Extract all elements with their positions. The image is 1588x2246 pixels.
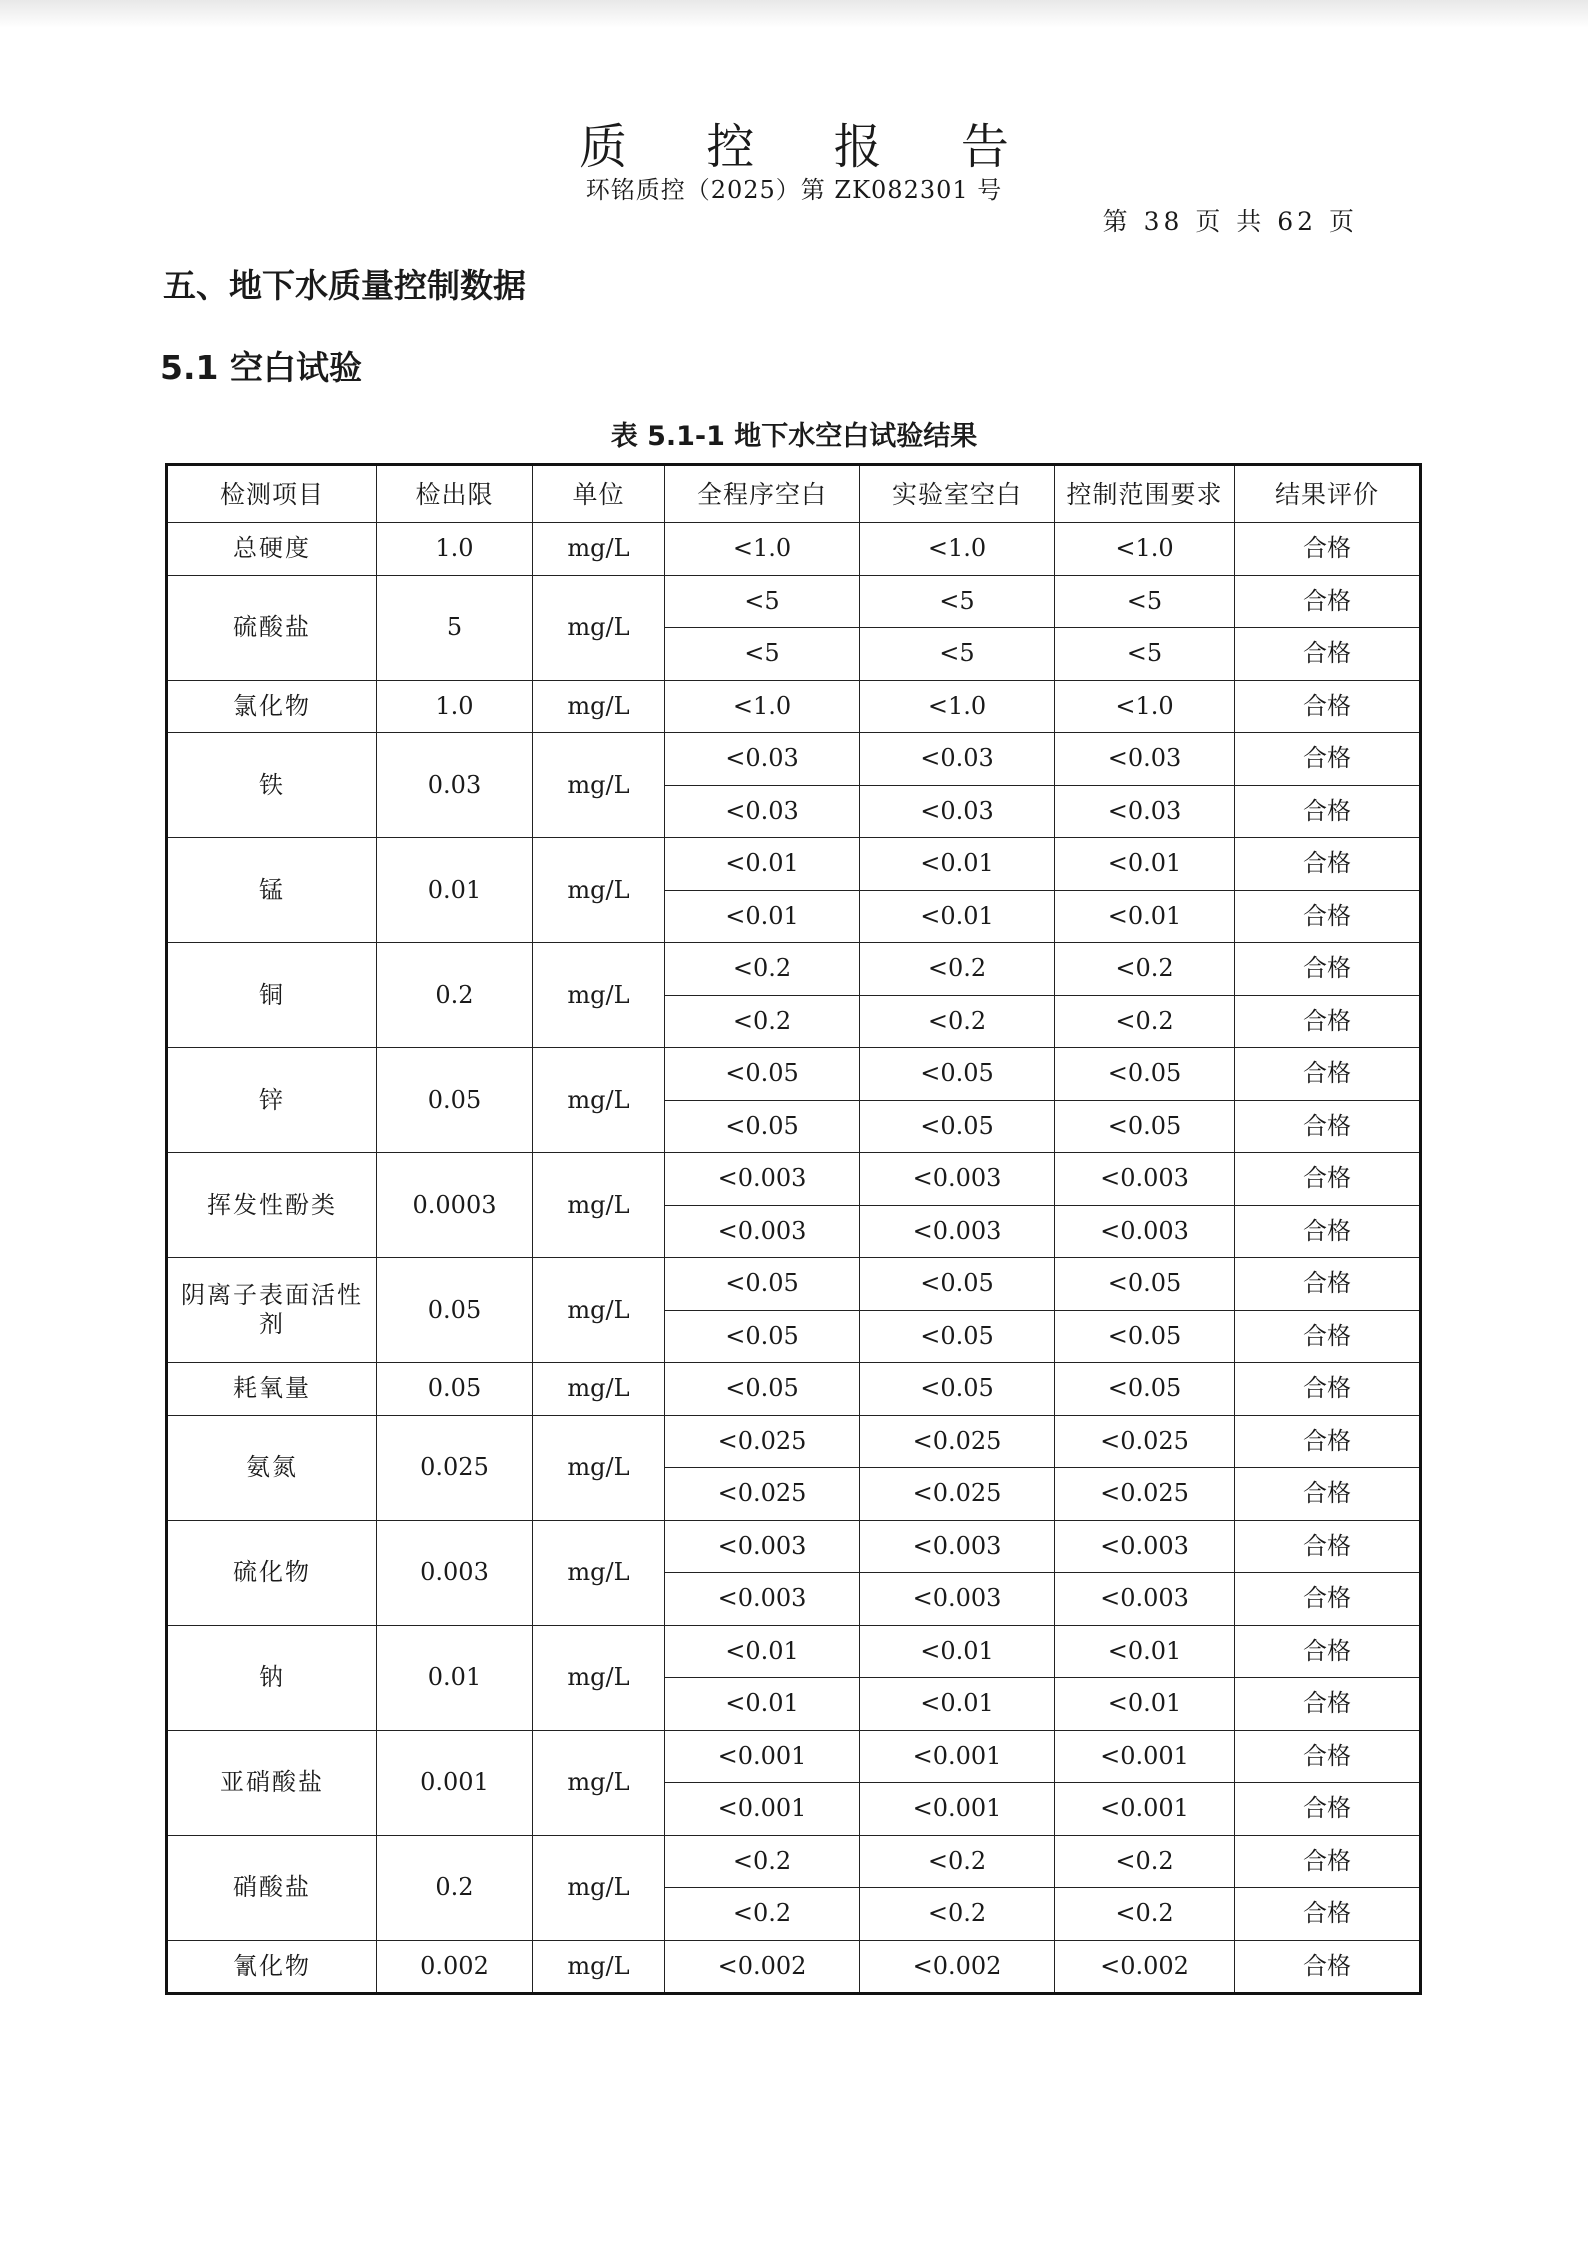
full-procedure-blank-cell: <0.05 bbox=[665, 1100, 860, 1153]
control-range-cell: <0.2 bbox=[1055, 1835, 1235, 1888]
evaluation-cell: 合格 bbox=[1235, 1468, 1421, 1521]
item-name-cell: 锰 bbox=[167, 838, 377, 943]
full-procedure-blank-cell: <1.0 bbox=[665, 680, 860, 733]
detection-limit-cell: 0.05 bbox=[377, 1258, 533, 1363]
item-name-cell: 硫酸盐 bbox=[167, 575, 377, 680]
unit-cell: mg/L bbox=[533, 575, 665, 680]
detection-limit-cell: 0.03 bbox=[377, 733, 533, 838]
control-range-cell: <0.002 bbox=[1055, 1940, 1235, 1994]
table-row bbox=[167, 1730, 1421, 1783]
full-procedure-blank-cell: <0.05 bbox=[665, 1310, 860, 1363]
full-procedure-blank-cell: <0.01 bbox=[665, 1678, 860, 1731]
evaluation-cell: 合格 bbox=[1235, 1048, 1421, 1101]
unit-cell: mg/L bbox=[533, 523, 665, 576]
evaluation-cell: 合格 bbox=[1235, 1783, 1421, 1836]
lab-blank-cell: <0.05 bbox=[860, 1100, 1055, 1153]
item-name-cell: 氯化物 bbox=[167, 680, 377, 733]
evaluation-cell: 合格 bbox=[1235, 1205, 1421, 1258]
lab-blank-cell: <0.01 bbox=[860, 1625, 1055, 1678]
evaluation-cell: 合格 bbox=[1235, 1520, 1421, 1573]
lab-blank-cell: <0.003 bbox=[860, 1573, 1055, 1626]
item-name-cell: 铁 bbox=[167, 733, 377, 838]
lab-blank-cell: <0.025 bbox=[860, 1415, 1055, 1468]
evaluation-cell: 合格 bbox=[1235, 733, 1421, 786]
control-range-cell: <0.05 bbox=[1055, 1048, 1235, 1101]
control-range-cell: <0.003 bbox=[1055, 1520, 1235, 1573]
evaluation-cell: 合格 bbox=[1235, 1153, 1421, 1206]
control-range-cell: <0.03 bbox=[1055, 733, 1235, 786]
control-range-cell: <0.025 bbox=[1055, 1415, 1235, 1468]
evaluation-cell: 合格 bbox=[1235, 785, 1421, 838]
evaluation-cell: 合格 bbox=[1235, 1888, 1421, 1941]
control-range-cell: <0.003 bbox=[1055, 1573, 1235, 1626]
item-name-cell: 总硬度 bbox=[167, 523, 377, 576]
lab-blank-cell: <1.0 bbox=[860, 680, 1055, 733]
item-name-cell: 铜 bbox=[167, 943, 377, 1048]
detection-limit-cell: 0.001 bbox=[377, 1730, 533, 1835]
table-row bbox=[167, 523, 1421, 576]
full-procedure-blank-cell: <0.03 bbox=[665, 733, 860, 786]
control-range-cell: <0.003 bbox=[1055, 1205, 1235, 1258]
lab-blank-cell: <0.05 bbox=[860, 1363, 1055, 1416]
control-range-cell: <0.05 bbox=[1055, 1100, 1235, 1153]
full-procedure-blank-cell: <0.2 bbox=[665, 1835, 860, 1888]
control-range-cell: <0.2 bbox=[1055, 943, 1235, 996]
full-procedure-blank-cell: <5 bbox=[665, 575, 860, 628]
detection-limit-cell: 0.025 bbox=[377, 1415, 533, 1520]
detection-limit-cell: 0.003 bbox=[377, 1520, 533, 1625]
item-name-cell: 氨氮 bbox=[167, 1415, 377, 1520]
lab-blank-cell: <0.05 bbox=[860, 1258, 1055, 1311]
evaluation-cell: 合格 bbox=[1235, 628, 1421, 681]
unit-cell: mg/L bbox=[533, 1363, 665, 1416]
evaluation-cell: 合格 bbox=[1235, 890, 1421, 943]
lab-blank-cell: <0.05 bbox=[860, 1048, 1055, 1101]
detection-limit-cell: 1.0 bbox=[377, 680, 533, 733]
detection-limit-cell: 0.2 bbox=[377, 1835, 533, 1940]
unit-cell: mg/L bbox=[533, 1153, 665, 1258]
control-range-cell: <0.01 bbox=[1055, 1678, 1235, 1731]
table-body bbox=[167, 523, 1421, 1994]
table-row bbox=[167, 1153, 1421, 1206]
full-procedure-blank-cell: <0.025 bbox=[665, 1415, 860, 1468]
control-range-cell: <5 bbox=[1055, 575, 1235, 628]
detection-limit-cell: 0.05 bbox=[377, 1363, 533, 1416]
unit-cell: mg/L bbox=[533, 1048, 665, 1153]
control-range-cell: <1.0 bbox=[1055, 523, 1235, 576]
lab-blank-cell: <0.001 bbox=[860, 1783, 1055, 1836]
report-title: 质 控 报 告 bbox=[579, 119, 1041, 175]
evaluation-cell: 合格 bbox=[1235, 1100, 1421, 1153]
scan-edge bbox=[0, 0, 1588, 28]
control-range-cell: <5 bbox=[1055, 628, 1235, 681]
unit-cell: mg/L bbox=[533, 1415, 665, 1520]
table-row bbox=[167, 575, 1421, 628]
unit-cell: mg/L bbox=[533, 733, 665, 838]
unit-cell: mg/L bbox=[533, 1940, 665, 1994]
lab-blank-cell: <0.003 bbox=[860, 1205, 1055, 1258]
control-range-cell: <0.001 bbox=[1055, 1783, 1235, 1836]
full-procedure-blank-cell: <0.001 bbox=[665, 1783, 860, 1836]
table-caption: 表 5.1-1 地下水空白试验结果 bbox=[610, 421, 978, 452]
table-header-row bbox=[167, 465, 1421, 523]
column-header-evaluation: 结果评价 bbox=[1235, 465, 1421, 523]
lab-blank-cell: <0.002 bbox=[860, 1940, 1055, 1994]
item-name-cell: 钠 bbox=[167, 1625, 377, 1730]
full-procedure-blank-cell: <0.025 bbox=[665, 1468, 860, 1521]
control-range-cell: <0.05 bbox=[1055, 1310, 1235, 1363]
detection-limit-cell: 5 bbox=[377, 575, 533, 680]
control-range-cell: <0.003 bbox=[1055, 1153, 1235, 1206]
full-procedure-blank-cell: <0.003 bbox=[665, 1573, 860, 1626]
item-name-cell: 硝酸盐 bbox=[167, 1835, 377, 1940]
control-range-cell: <0.2 bbox=[1055, 995, 1235, 1048]
evaluation-cell: 合格 bbox=[1235, 1625, 1421, 1678]
column-header-full-procedure-blank: 全程序空白 bbox=[665, 465, 860, 523]
lab-blank-cell: <0.2 bbox=[860, 995, 1055, 1048]
control-range-cell: <0.2 bbox=[1055, 1888, 1235, 1941]
report-code: 环铭质控（2025）第 ZK082301 号 bbox=[585, 176, 1003, 204]
full-procedure-blank-cell: <5 bbox=[665, 628, 860, 681]
item-name-cell: 氰化物 bbox=[167, 1940, 377, 1994]
table-row bbox=[167, 733, 1421, 786]
lab-blank-cell: <0.025 bbox=[860, 1468, 1055, 1521]
lab-blank-cell: <0.05 bbox=[860, 1310, 1055, 1363]
unit-cell: mg/L bbox=[533, 1625, 665, 1730]
unit-cell: mg/L bbox=[533, 943, 665, 1048]
detection-limit-cell: 0.002 bbox=[377, 1940, 533, 1994]
full-procedure-blank-cell: <0.05 bbox=[665, 1363, 860, 1416]
full-procedure-blank-cell: <0.05 bbox=[665, 1048, 860, 1101]
item-name-cell: 亚硝酸盐 bbox=[167, 1730, 377, 1835]
lab-blank-cell: <0.01 bbox=[860, 838, 1055, 891]
evaluation-cell: 合格 bbox=[1235, 1310, 1421, 1363]
lab-blank-cell: <0.003 bbox=[860, 1520, 1055, 1573]
evaluation-cell: 合格 bbox=[1235, 680, 1421, 733]
lab-blank-cell: <0.2 bbox=[860, 943, 1055, 996]
table-row bbox=[167, 680, 1421, 733]
full-procedure-blank-cell: <1.0 bbox=[665, 523, 860, 576]
lab-blank-cell: <1.0 bbox=[860, 523, 1055, 576]
detection-limit-cell: 0.0003 bbox=[377, 1153, 533, 1258]
evaluation-cell: 合格 bbox=[1235, 1258, 1421, 1311]
evaluation-cell: 合格 bbox=[1235, 1940, 1421, 1994]
full-procedure-blank-cell: <0.003 bbox=[665, 1153, 860, 1206]
page-info: 第 38 页 共 62 页 bbox=[1102, 207, 1358, 236]
control-range-cell: <0.01 bbox=[1055, 890, 1235, 943]
lab-blank-cell: <0.03 bbox=[860, 785, 1055, 838]
lab-blank-cell: <5 bbox=[860, 575, 1055, 628]
full-procedure-blank-cell: <0.003 bbox=[665, 1520, 860, 1573]
lab-blank-cell: <0.2 bbox=[860, 1835, 1055, 1888]
table-row bbox=[167, 1363, 1421, 1416]
control-range-cell: <0.03 bbox=[1055, 785, 1235, 838]
table-row bbox=[167, 943, 1421, 996]
control-range-cell: <1.0 bbox=[1055, 680, 1235, 733]
evaluation-cell: 合格 bbox=[1235, 1573, 1421, 1626]
unit-cell: mg/L bbox=[533, 1258, 665, 1363]
control-range-cell: <0.001 bbox=[1055, 1730, 1235, 1783]
control-range-cell: <0.01 bbox=[1055, 838, 1235, 891]
full-procedure-blank-cell: <0.01 bbox=[665, 838, 860, 891]
evaluation-cell: 合格 bbox=[1235, 943, 1421, 996]
control-range-cell: <0.05 bbox=[1055, 1363, 1235, 1416]
column-header-limit: 检出限 bbox=[377, 465, 533, 523]
table-row bbox=[167, 1415, 1421, 1468]
evaluation-cell: 合格 bbox=[1235, 838, 1421, 891]
column-header-lab-blank: 实验室空白 bbox=[860, 465, 1055, 523]
item-name-cell: 锌 bbox=[167, 1048, 377, 1153]
unit-cell: mg/L bbox=[533, 1520, 665, 1625]
table-row bbox=[167, 1048, 1421, 1101]
evaluation-cell: 合格 bbox=[1235, 1415, 1421, 1468]
lab-blank-cell: <0.001 bbox=[860, 1730, 1055, 1783]
blank-test-results-table bbox=[165, 463, 1422, 1995]
control-range-cell: <0.01 bbox=[1055, 1625, 1235, 1678]
item-name-cell: 挥发性酚类 bbox=[167, 1153, 377, 1258]
full-procedure-blank-cell: <0.002 bbox=[665, 1940, 860, 1994]
item-name-cell: 硫化物 bbox=[167, 1520, 377, 1625]
item-name-cell: 阴离子表面活性剂 bbox=[167, 1258, 377, 1363]
detection-limit-cell: 1.0 bbox=[377, 523, 533, 576]
column-header-unit: 单位 bbox=[533, 465, 665, 523]
unit-cell: mg/L bbox=[533, 680, 665, 733]
full-procedure-blank-cell: <0.03 bbox=[665, 785, 860, 838]
detection-limit-cell: 0.01 bbox=[377, 838, 533, 943]
evaluation-cell: 合格 bbox=[1235, 1678, 1421, 1731]
unit-cell: mg/L bbox=[533, 1835, 665, 1940]
table-row bbox=[167, 1940, 1421, 1994]
evaluation-cell: 合格 bbox=[1235, 523, 1421, 576]
lab-blank-cell: <0.01 bbox=[860, 1678, 1055, 1731]
lab-blank-cell: <5 bbox=[860, 628, 1055, 681]
column-header-control-range: 控制范围要求 bbox=[1055, 465, 1235, 523]
evaluation-cell: 合格 bbox=[1235, 1363, 1421, 1416]
table-row bbox=[167, 838, 1421, 891]
full-procedure-blank-cell: <0.01 bbox=[665, 1625, 860, 1678]
evaluation-cell: 合格 bbox=[1235, 1835, 1421, 1888]
lab-blank-cell: <0.01 bbox=[860, 890, 1055, 943]
full-procedure-blank-cell: <0.003 bbox=[665, 1205, 860, 1258]
full-procedure-blank-cell: <0.2 bbox=[665, 995, 860, 1048]
full-procedure-blank-cell: <0.001 bbox=[665, 1730, 860, 1783]
full-procedure-blank-cell: <0.05 bbox=[665, 1258, 860, 1311]
control-range-cell: <0.05 bbox=[1055, 1258, 1235, 1311]
section-heading: 五、地下水质量控制数据 bbox=[163, 266, 526, 305]
control-range-cell: <0.025 bbox=[1055, 1468, 1235, 1521]
subsection-heading: 5.1 空白试验 bbox=[160, 348, 362, 387]
item-name-cell: 耗氧量 bbox=[167, 1363, 377, 1416]
evaluation-cell: 合格 bbox=[1235, 995, 1421, 1048]
table-row bbox=[167, 1625, 1421, 1678]
table-row bbox=[167, 1258, 1421, 1311]
unit-cell: mg/L bbox=[533, 1730, 665, 1835]
full-procedure-blank-cell: <0.2 bbox=[665, 1888, 860, 1941]
detection-limit-cell: 0.01 bbox=[377, 1625, 533, 1730]
lab-blank-cell: <0.2 bbox=[860, 1888, 1055, 1941]
detection-limit-cell: 0.05 bbox=[377, 1048, 533, 1153]
column-header-item: 检测项目 bbox=[167, 465, 377, 523]
unit-cell: mg/L bbox=[533, 838, 665, 943]
evaluation-cell: 合格 bbox=[1235, 1730, 1421, 1783]
full-procedure-blank-cell: <0.2 bbox=[665, 943, 860, 996]
lab-blank-cell: <0.03 bbox=[860, 733, 1055, 786]
full-procedure-blank-cell: <0.01 bbox=[665, 890, 860, 943]
detection-limit-cell: 0.2 bbox=[377, 943, 533, 1048]
lab-blank-cell: <0.003 bbox=[860, 1153, 1055, 1206]
table-row bbox=[167, 1520, 1421, 1573]
evaluation-cell: 合格 bbox=[1235, 575, 1421, 628]
table-row bbox=[167, 1835, 1421, 1888]
